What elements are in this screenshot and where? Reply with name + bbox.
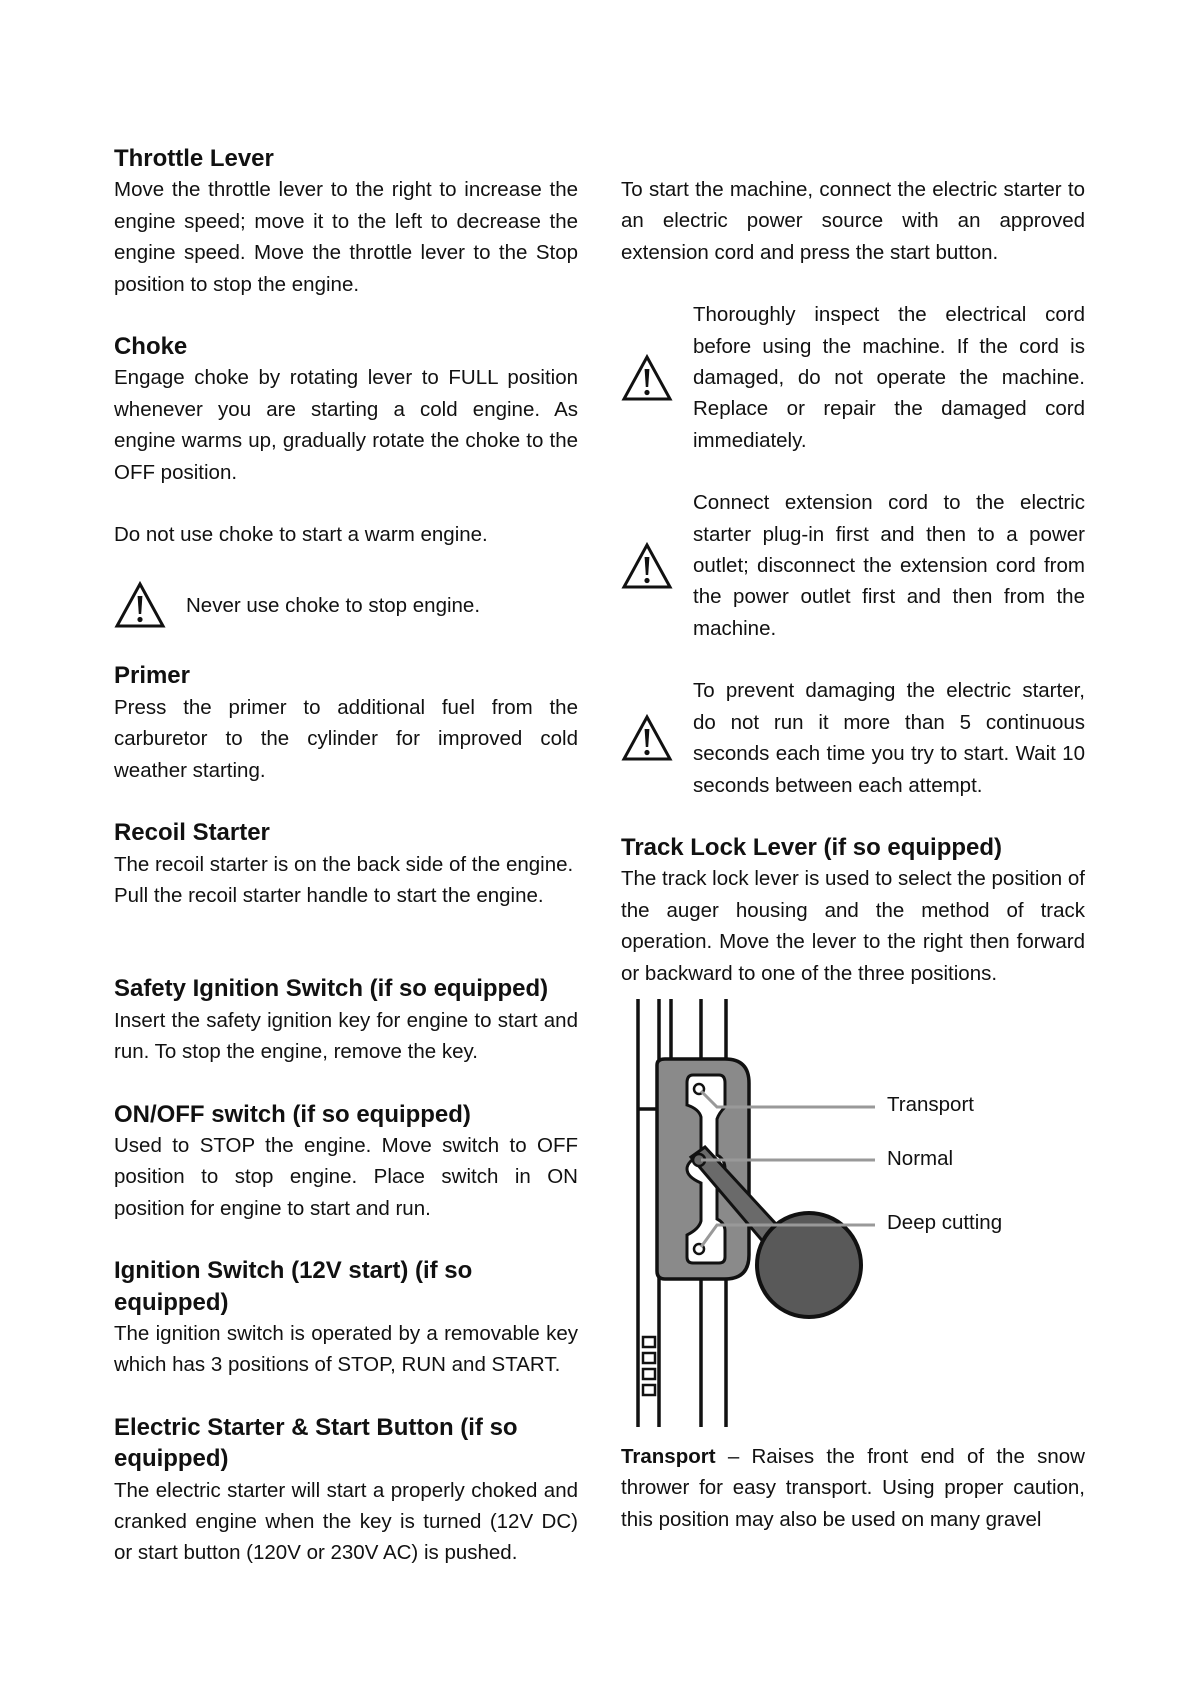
primer-body: Press the primer to additional fuel from the carburetor to the cylinder for improved cold weather starting. bbox=[114, 695, 578, 782]
recoil-section bbox=[114, 817, 578, 911]
warning-icon bbox=[621, 354, 693, 402]
throttle-section bbox=[114, 143, 578, 300]
warning-text: Thoroughly inspect the electrical cord before using the machine. If the cord is damaged, do not operate the machine. Replace or repair the damaged cord immediately. bbox=[693, 303, 1085, 452]
ignition12v-heading: Ignition Switch (12V start) (if so equipped) bbox=[114, 1257, 473, 1316]
label-transport: Transport bbox=[887, 1092, 974, 1116]
right-column bbox=[621, 143, 1085, 1535]
choke-warning-text: Never use choke to stop engine. bbox=[186, 593, 481, 617]
onoff-section bbox=[114, 1099, 578, 1225]
safety-ignition-heading: Safety Ignition Switch (if so equipped) bbox=[114, 975, 549, 1003]
onoff-heading: ON/OFF switch (if so equipped) bbox=[114, 1100, 471, 1128]
track-lock-section bbox=[621, 832, 1085, 989]
onoff-body: Used to STOP the engine. Move switch to OFF position to stop engine. Place switch in ON position for engine to start and run. bbox=[114, 1133, 578, 1220]
warning-icon bbox=[114, 581, 186, 629]
start-intro: To start the machine, connect the electric starter to an electric power source with an approved extension cord and press the start button. bbox=[621, 178, 1085, 264]
recoil-body: The recoil starter is on the back side of the engine. Pull the recoil starter handle to start the engine. bbox=[114, 852, 574, 907]
warning-connect-cord bbox=[621, 487, 1085, 644]
warning-inspect-cord bbox=[621, 299, 1085, 456]
safety-ignition-body: Insert the safety ignition key for engine to start and run. To stop the engine, remove the key. bbox=[114, 1008, 578, 1064]
choke-heading: Choke bbox=[114, 333, 188, 361]
track-lock-body: The track lock lever is used to select the position of the auger housing and the method of track operation. Move the lever to the right then forward or backward to one of the three positions. bbox=[621, 867, 1085, 985]
choke-note: Do not use choke to start a warm engine. bbox=[114, 523, 488, 547]
safety-ignition-section bbox=[114, 973, 578, 1067]
electric-starter-heading: Electric Starter & Start Button (if so equipped) bbox=[114, 1413, 518, 1473]
transport-term: Transport bbox=[621, 1444, 716, 1468]
choke-warning bbox=[114, 581, 578, 629]
choke-body: Engage choke by rotating lever to FULL position whenever you are starting a cold engine. As engine warms up, gradually rotate the choke to the OFF position. bbox=[114, 366, 578, 484]
choke-section bbox=[114, 331, 578, 629]
ignition12v-body: The ignition switch is operated by a removable key which has 3 positions of STOP, RUN and START. bbox=[114, 1321, 578, 1377]
label-deep-cutting: Deep cutting bbox=[887, 1210, 1003, 1234]
primer-heading: Primer bbox=[114, 662, 190, 690]
transport-body: – Raises the front end of the snow thrower for easy transport. Using proper caution, this position may also be used on many gravel bbox=[621, 1444, 1085, 1531]
throttle-heading: Throttle Lever bbox=[114, 145, 274, 172]
electric-starter-section bbox=[114, 1412, 578, 1569]
ignition12v-section bbox=[114, 1255, 578, 1381]
warning-icon bbox=[621, 542, 693, 590]
transport-description bbox=[621, 1441, 1085, 1535]
electric-starter-body: The electric starter will start a properly choked and cranked engine when the key is turned (12V DC) or start button (120V or 230V AC) is pushed. bbox=[114, 1478, 578, 1565]
warning-text: Connect extension cord to the electric starter plug-in first and then to a power outlet; disconnect the extension cord from the power outlet first and then from the machine. bbox=[693, 491, 1085, 640]
track-lock-heading: Track Lock Lever (if so equipped) bbox=[621, 833, 1002, 861]
left-column bbox=[114, 143, 578, 1569]
primer-section bbox=[114, 660, 578, 786]
track-lock-lever-illustration bbox=[621, 997, 1085, 1429]
warning-icon bbox=[621, 714, 693, 762]
recoil-heading: Recoil Starter bbox=[114, 819, 270, 847]
label-normal: Normal bbox=[887, 1146, 954, 1170]
track-lock-diagram bbox=[621, 997, 1085, 1429]
warning-starter-duration bbox=[621, 675, 1085, 801]
warning-text: To prevent damaging the electric starter, do not run it more than 5 continuous seconds each time you try to start. Wait 10 seconds between each attempt. bbox=[693, 679, 1085, 797]
throttle-body: Move the throttle lever to the right to increase the engine speed; move it to the left to decrease the engine speed. Move the throttle lever to the Stop position to stop the engine. bbox=[114, 178, 578, 296]
